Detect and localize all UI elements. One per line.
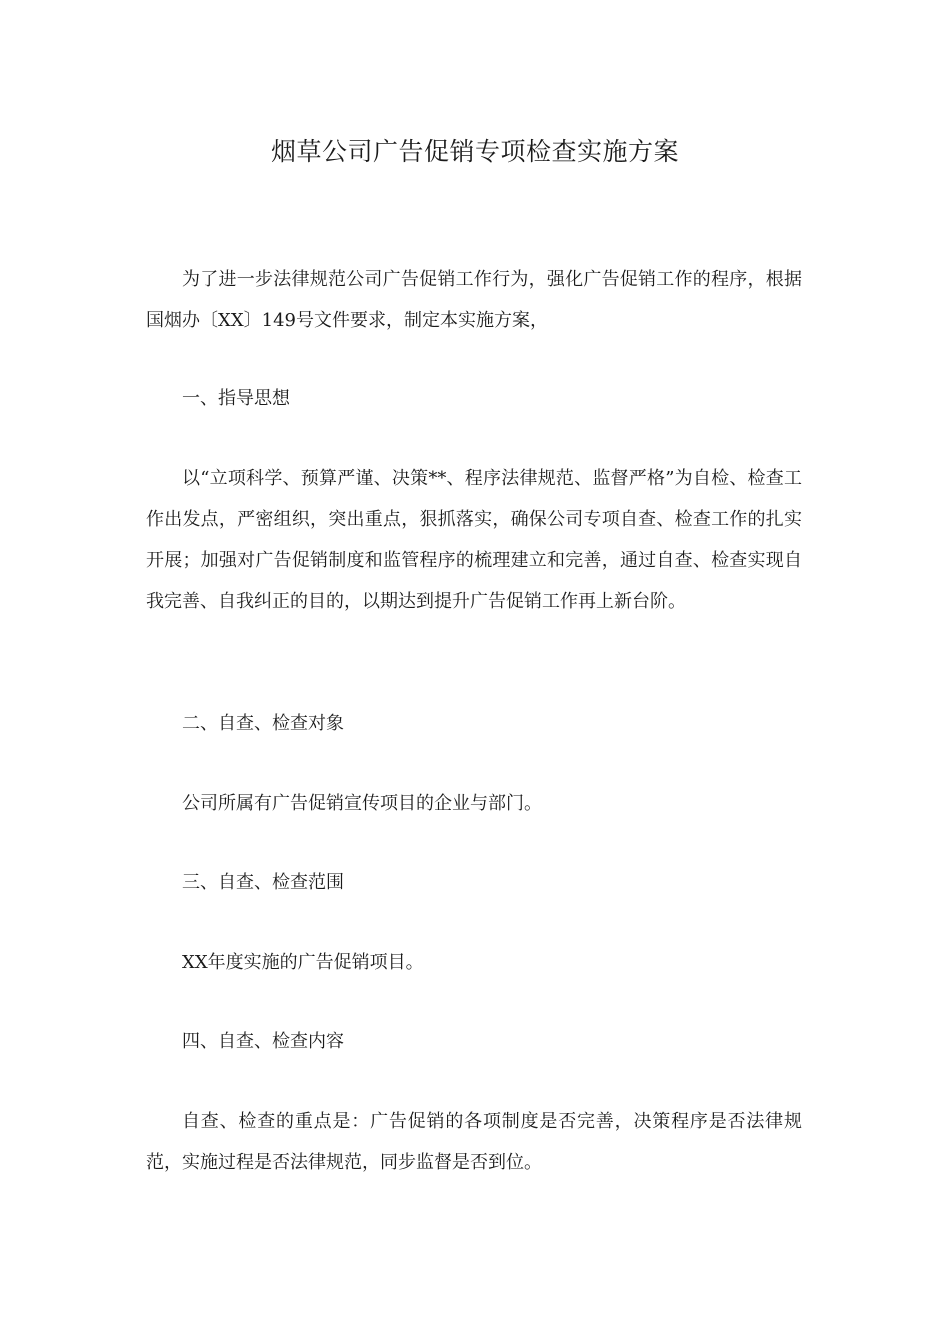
section-heading-inspection-targets: 二、自查、检查对象 xyxy=(182,713,344,734)
inspection-content-paragraph: 自查、检查的重点是：广告促销的各项制度是否完善，决策程序是否法律规范，实施过程是否法律规范，同步监督是否到位。 xyxy=(146,1111,802,1173)
section-heading-guiding-thought: 一、指导思想 xyxy=(182,388,290,409)
intro-paragraph: 为了进一步法律规范公司广告促销工作行为，强化广告促销工作的程序，根据国烟办〔XX〕149号文件要求，制定本实施方案， xyxy=(146,269,802,331)
section-heading-inspection-scope: 三、自查、检查范围 xyxy=(182,872,344,893)
document-title: 烟草公司广告促销专项检查实施方案 xyxy=(270,137,679,166)
inspection-targets-paragraph: 公司所属有广告促销宣传项目的企业与部门。 xyxy=(182,793,542,814)
inspection-scope-paragraph: XX年度实施的广告促销项目。 xyxy=(182,952,424,973)
section-heading-inspection-content: 四、自查、检查内容 xyxy=(182,1031,344,1052)
guiding-thought-paragraph: 以“立项科学、预算严谨、决策**、程序法律规范、监督严格”为自检、检查工作出发点，严密组织，突出重点，狠抓落实，确保公司专项自查、检查工作的扎实开展；加强对广告促销制度和监管程序的梳理建立和完善，通过自查、检查实现自我完善、自我纠正的目的，以期达到提升广告促销工作再上新台阶。 xyxy=(146,468,802,612)
